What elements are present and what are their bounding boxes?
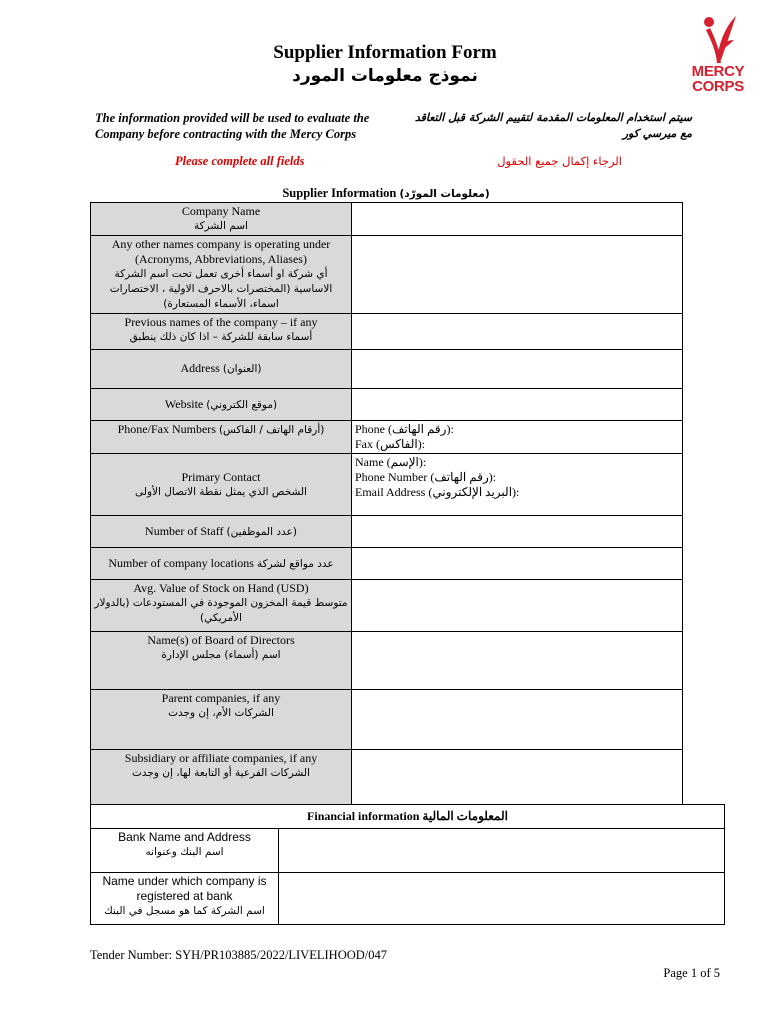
label-website: Website (موقع الكتروني) <box>91 389 352 421</box>
contact-name-label: Name (الإسم): <box>355 455 427 469</box>
form-title: Supplier Information Form <box>273 42 497 63</box>
field-parent-companies[interactable] <box>352 690 683 750</box>
label-parent-companies: Parent companies, if any الشركات الأم، إن وجدت <box>91 690 352 750</box>
label-address: Address (العنوان) <box>91 350 352 389</box>
label-company-locations: Number of company locations عدد مواقع لشركة <box>91 548 352 580</box>
label-registered-bank-name: Name under which company is registered at bank اسم الشركة كما هو مسجل في البنك <box>91 873 279 925</box>
field-number-of-staff[interactable] <box>352 516 683 548</box>
supplier-section-title-en: Supplier Information <box>282 186 397 200</box>
logo-word-mercy: MERCY <box>691 63 745 80</box>
label-board-of-directors: Name(s) of Board of Directors اسم (أسماء) مجلس الإدارة <box>91 632 352 690</box>
field-company-name[interactable] <box>352 203 683 236</box>
label-number-of-staff: Number of Staff (عدد الموظفين) <box>91 516 352 548</box>
label-bank-name-address: Bank Name and Address اسم البنك وعنوانه <box>91 829 279 873</box>
intro-text-arabic: سيتم استخدام المعلومات المقدمة لتقييم الشركة قبل التعاقد مع ميرسي كور <box>414 111 692 140</box>
mercy-corps-figure-icon <box>698 14 738 64</box>
field-registered-bank-name[interactable] <box>279 873 725 925</box>
tender-number: Tender Number: SYH/PR103885/2022/LIVELIHOOD/047 <box>90 948 388 962</box>
financial-info-table <box>90 804 725 925</box>
field-primary-contact[interactable] <box>352 454 683 516</box>
supplier-section-title-ar: (معلومات المورّد) <box>399 188 490 200</box>
field-other-names[interactable] <box>352 236 683 314</box>
label-phone-fax: Phone/Fax Numbers (أرقام الهاتف / الفاكس) <box>91 421 352 454</box>
intro-text: The information provided will be used to evaluate the Company before contracting with the Mercy Corps <box>95 111 370 141</box>
financial-section-title: Financial information المعلومات المالية <box>91 805 725 829</box>
field-website[interactable] <box>352 389 683 421</box>
label-subsidiary-companies: Subsidiary or affiliate companies, if any الشركات الفرعية أو التابعة لها، إن وجدت <box>91 750 352 812</box>
required-notice: Please complete all fields <box>175 154 305 168</box>
mercy-corps-logo <box>683 14 753 104</box>
field-company-locations[interactable] <box>352 548 683 580</box>
label-primary-contact: Primary Contact الشخص الذي يمثل نقطة الاتصال الأولى <box>91 454 352 516</box>
page-number: Page 1 of 5 <box>663 966 720 980</box>
supplier-section-title <box>90 186 682 201</box>
fax-label: Fax (الفاكس): <box>355 437 426 451</box>
label-previous-names: Previous names of the company – if any أسماء سابقة للشركة – اذا كان ذلك ينطبق <box>91 314 352 350</box>
field-bank-name-address[interactable] <box>279 829 725 873</box>
field-board-of-directors[interactable] <box>352 632 683 690</box>
form-title-arabic: نموذج معلومات المورد <box>292 66 478 86</box>
label-stock-value: Avg. Value of Stock on Hand (USD) متوسط قيمة المخزون الموجودة في المستودعات (بالدولار الأمريكي) <box>91 580 352 632</box>
required-notice-arabic: الرجاء إكمال جميع الحقول <box>497 154 622 168</box>
label-other-names: Any other names company is operating under (Acronyms, Abbreviations, Aliases) أي شركة او أسماء أخرى تعمل تحت اسم الشركة الاساسية (المختصرات بالاحرف الاولية ، الاختصارات اسماء، الأسماء المستعارة) <box>91 236 352 314</box>
contact-phone-label: Phone Number (رقم الهاتف): <box>355 470 497 484</box>
supplier-info-table <box>90 202 683 812</box>
logo-word-corps: CORPS <box>692 78 744 95</box>
contact-email-label: Email Address (البريد الإلكتروني): <box>355 485 520 499</box>
field-previous-names[interactable] <box>352 314 683 350</box>
phone-label: Phone (رقم الهاتف): <box>355 422 454 436</box>
field-stock-value[interactable] <box>352 580 683 632</box>
field-phone-fax[interactable] <box>352 421 683 454</box>
field-address[interactable] <box>352 350 683 389</box>
label-company-name: Company Name اسم الشركة <box>91 203 352 236</box>
field-subsidiary-companies[interactable] <box>352 750 683 812</box>
